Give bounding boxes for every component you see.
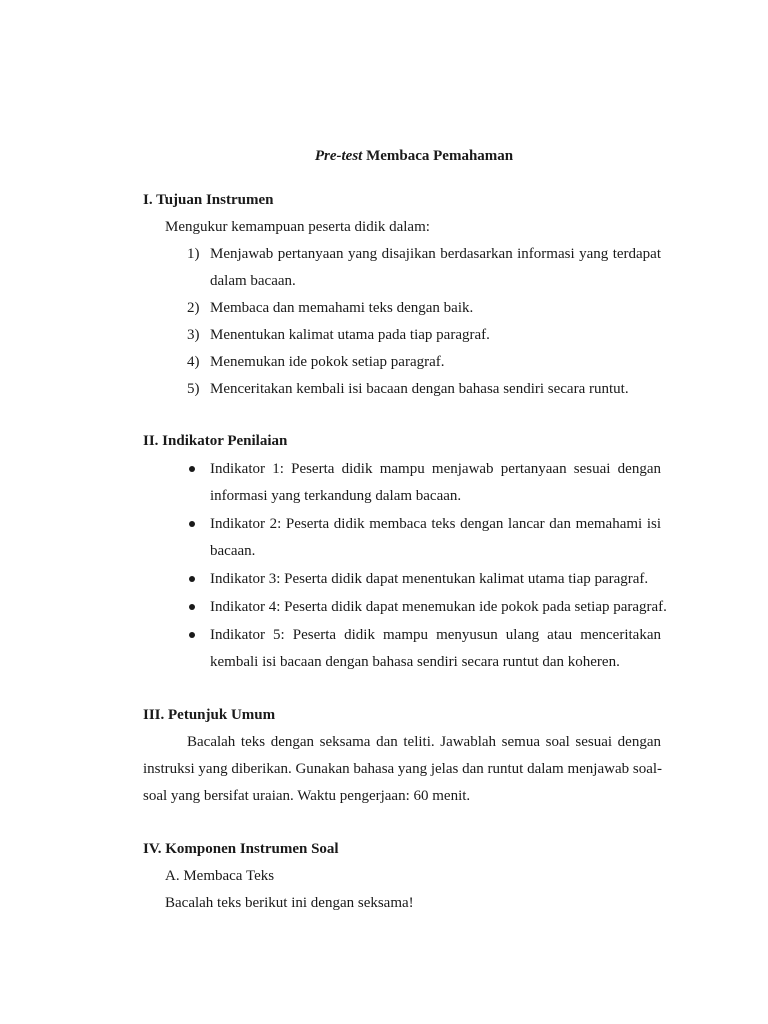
- document-title: [0, 146, 768, 166]
- bullet-item-text: Indikator 3: Peserta didik dapat menentukan kalimat utama tiap paragraf.: [210, 571, 649, 587]
- komponen-subheading: A. Membaca Teks: [165, 868, 275, 884]
- list-marker: 2): [187, 300, 200, 316]
- bullet-icon: [189, 521, 195, 527]
- list-marker: 5): [187, 381, 200, 397]
- bullet-icon: [189, 576, 195, 582]
- komponen-instruction: Bacalah teks berikut ini dengan seksama!: [165, 895, 414, 911]
- bullet-icon: [189, 632, 195, 638]
- title-italic: Pre-test: [314, 148, 363, 164]
- tujuan-intro: Mengukur kemampuan peserta didik dalam:: [165, 219, 430, 235]
- bullet-item-text: Indikator 5: Peserta didik mampu menyusun ulang atau menceritakan: [210, 627, 661, 643]
- bullet-icon: [189, 604, 195, 610]
- section-heading-tujuan: I. Tujuan Instrumen: [143, 192, 274, 208]
- title-rest: Membaca Pemahaman: [362, 148, 514, 164]
- bullet-item-text: kembali isi bacaan dengan bahasa sendiri secara runtut dan koheren.: [210, 654, 620, 670]
- petunjuk-paragraph-line: Bacalah teks dengan seksama dan teliti. Jawablah semua soal sesuai dengan: [187, 734, 661, 750]
- list-item-text: Menceritakan kembali isi bacaan dengan bahasa sendiri secara runtut.: [210, 381, 629, 397]
- section-heading-komponen: IV. Komponen Instrumen Soal: [143, 841, 339, 857]
- petunjuk-paragraph-line: instruksi yang diberikan. Gunakan bahasa yang jelas dan runtut dalam menjawab soal-: [143, 761, 663, 777]
- bullet-item-text: bacaan.: [210, 543, 256, 559]
- list-item-text: Menentukan kalimat utama pada tiap paragraf.: [210, 327, 490, 343]
- list-marker: 1): [187, 246, 200, 262]
- section-heading-petunjuk: III. Petunjuk Umum: [143, 707, 276, 723]
- list-item-text: dalam bacaan.: [210, 273, 296, 289]
- petunjuk-paragraph-line: soal yang bersifat uraian. Waktu pengerjaan: 60 menit.: [143, 788, 471, 804]
- bullet-icon: [189, 466, 195, 472]
- list-item-text: Menemukan ide pokok setiap paragraf.: [210, 354, 445, 370]
- bullet-item-text: Indikator 1: Peserta didik mampu menjawab pertanyaan sesuai dengan: [210, 461, 661, 477]
- bullet-item-text: informasi yang terkandung dalam bacaan.: [210, 488, 462, 504]
- list-marker: 4): [187, 354, 200, 370]
- bullet-item-text: Indikator 4: Peserta didik dapat menemukan ide pokok pada setiap paragraf.: [210, 599, 667, 615]
- bullet-item-text: Indikator 2: Peserta didik membaca teks dengan lancar dan memahami isi: [210, 516, 661, 532]
- section-heading-indikator: II. Indikator Penilaian: [143, 433, 288, 449]
- list-item-text: Menjawab pertanyaan yang disajikan berdasarkan informasi yang terdapat: [210, 246, 661, 262]
- list-marker: 3): [187, 327, 200, 343]
- list-item-text: Membaca dan memahami teks dengan baik.: [210, 300, 474, 316]
